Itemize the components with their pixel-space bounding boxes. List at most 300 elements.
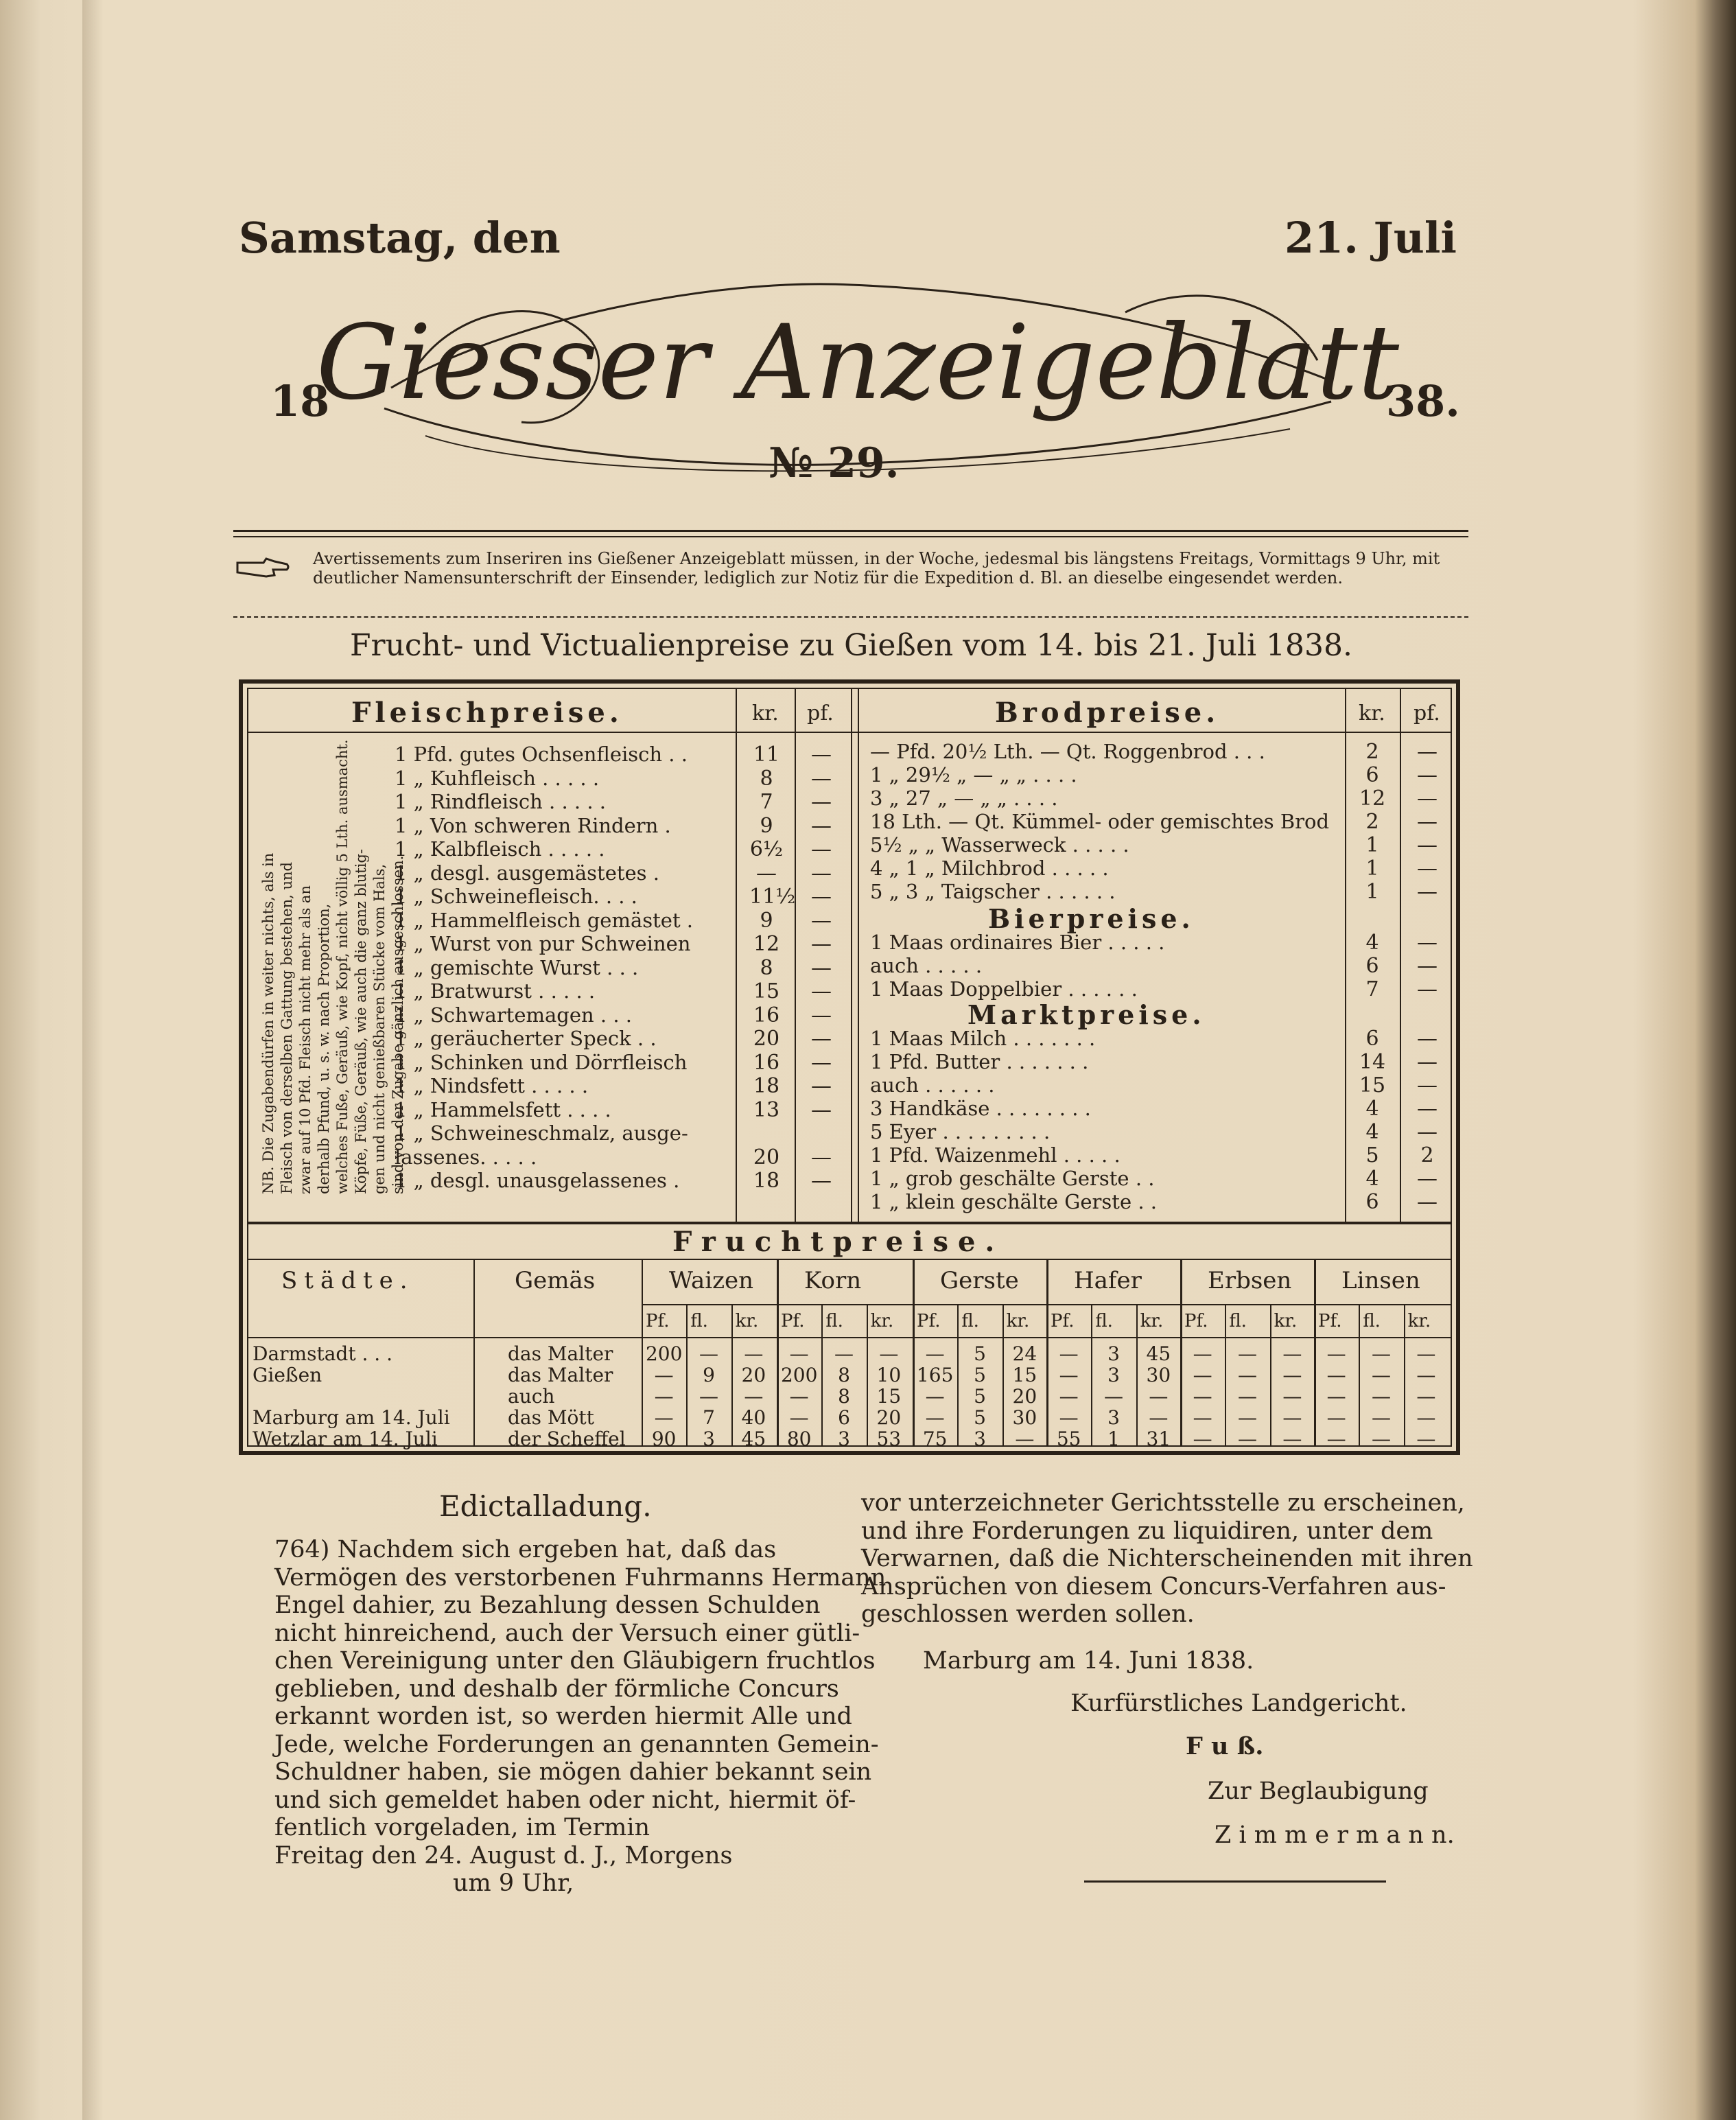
page-gutter	[82, 0, 103, 2120]
fruit-sub-header: kr.	[735, 1311, 759, 1331]
fruit-sub-header: Pf.	[1051, 1311, 1075, 1331]
divider	[233, 530, 1468, 532]
fruit-row-city: Wetzlar am 14. Juli	[253, 1428, 438, 1450]
meat-row-item: 1 „ Wurst von pur Schweinen	[395, 932, 691, 955]
meat-row-item: 1 „ Hammelfleisch gemästet .	[395, 908, 694, 932]
meat-row-pf: —	[811, 1003, 832, 1027]
fruit-cell: 8	[838, 1364, 850, 1386]
fruit-sub-header: kr.	[1006, 1311, 1030, 1331]
nb-note-line: gen und nicht genießbaren Stücke vom Hals,	[371, 863, 388, 1194]
bread-row-kr: 1	[1365, 857, 1379, 881]
bread-row-pf: —	[1417, 977, 1438, 1001]
bread-row-pf: 2	[1420, 1143, 1434, 1167]
meat-row-pf: —	[811, 979, 832, 1003]
table-line	[247, 732, 1452, 733]
table-line	[473, 1259, 475, 1447]
fruit-cell: 40	[741, 1406, 766, 1429]
nb-note-line: welches Fuße, Geräuß, wie Kopf, nicht völlig 5 Lth. ausmacht.	[334, 739, 351, 1194]
fruit-cell: 5	[974, 1406, 986, 1429]
meat-row-pf: —	[811, 1074, 832, 1098]
fruit-cell: 55	[1056, 1428, 1081, 1450]
bread-row-kr: 4	[1365, 1167, 1379, 1191]
nb-note	[259, 739, 408, 1194]
edict-left-line: Jede, welche Forderungen an genannten Gemein-	[274, 1730, 879, 1758]
meat-header: Fleischpreise.	[351, 697, 623, 729]
bread-row-kr: 6	[1365, 954, 1379, 978]
bread-row-pf: —	[1417, 787, 1438, 811]
bread-row-item: 1 Maas Doppelbier . . . . . .	[870, 977, 1138, 1001]
fruit-sub-header: fl.	[825, 1311, 843, 1331]
table-line	[795, 688, 796, 1223]
fruit-cell: 5	[974, 1385, 986, 1408]
bread-row-pf: —	[1417, 1167, 1438, 1191]
bread-col-kr: kr.	[1359, 701, 1385, 725]
fruit-sub-header: kr.	[1140, 1311, 1164, 1331]
nb-note-line: Fleisch von derselben Gattung bestehen, und	[279, 862, 295, 1194]
meat-row-item: 1 „ geräucherter Speck . .	[395, 1027, 657, 1050]
fruit-cell: —	[1193, 1406, 1212, 1429]
bread-row-kr: 1	[1365, 833, 1379, 857]
meat-row-kr: 8	[760, 766, 773, 791]
fruit-cell: 3	[703, 1428, 715, 1450]
fruit-cell: —	[1237, 1406, 1257, 1429]
fruit-cell: —	[1282, 1364, 1302, 1386]
pointing-hand-icon	[236, 555, 291, 582]
meat-row-pf: —	[811, 861, 832, 885]
bread-row-item: 1 Maas ordinaires Bier . . . . .	[870, 931, 1165, 954]
fruit-cell: —	[1416, 1342, 1436, 1365]
fruit-cell: —	[1371, 1406, 1391, 1429]
fruit-row-city: Gießen	[253, 1364, 322, 1386]
meat-row-pf: —	[811, 1097, 832, 1122]
fruit-cell: —	[1326, 1406, 1346, 1429]
court-name: Kurfürstliches Landgericht.	[1070, 1690, 1407, 1717]
fruit-cell: 8	[838, 1385, 850, 1408]
meat-row-pf: —	[811, 766, 832, 791]
fruit-cell: 30	[1146, 1364, 1171, 1386]
certifier-name: Z i m m e r m a n n.	[1215, 1821, 1455, 1849]
edict-left-line: und sich gemeldet haben oder nicht, hiermit öf-	[274, 1786, 856, 1814]
bread-row-pf: —	[1417, 1027, 1438, 1051]
fruit-cell: 10	[876, 1364, 902, 1386]
edict-left-line: nicht hinreichend, auch der Versuch einer gütli-	[274, 1619, 860, 1647]
meat-row-item: 1 „ Bratwurst . . . . .	[395, 979, 596, 1003]
meat-row-kr: 16	[753, 1003, 780, 1027]
bread-row-pf: —	[1417, 1190, 1438, 1214]
fruit-cell: 3	[974, 1428, 986, 1450]
fruit-cell: —	[1326, 1428, 1346, 1450]
fruit-cell: 5	[974, 1342, 986, 1365]
bread-row-item: auch . . . . . .	[870, 1073, 995, 1097]
bread-row-item: 1 Pfd. Waizenmehl . . . . .	[870, 1143, 1121, 1167]
meat-row-pf: —	[811, 885, 832, 909]
meat-row-kr: 18	[753, 1169, 780, 1193]
fruit-row-measure: das Malter	[508, 1364, 613, 1386]
fruit-grain-header: Linsen	[1341, 1267, 1420, 1294]
bread-row-pf: —	[1417, 1097, 1438, 1121]
fruit-cell: —	[699, 1385, 718, 1408]
meat-row-item: 1 „ gemischte Wurst . . .	[395, 955, 639, 979]
meat-row-pf: —	[811, 1145, 832, 1169]
fruit-cell: 1	[1107, 1428, 1120, 1450]
fruit-cell: 20	[1012, 1385, 1037, 1408]
bread-row-kr: 14	[1359, 1050, 1386, 1074]
fruit-cell: —	[1059, 1342, 1079, 1365]
edict-right-line: vor unterzeichneter Gerichtsstelle zu erscheinen,	[861, 1489, 1465, 1517]
fruit-cell: —	[744, 1342, 764, 1365]
bread-row-item: 5½ „ „ Wasserweck . . . . .	[870, 833, 1129, 857]
place-date: Marburg am 14. Juni 1838.	[923, 1647, 1254, 1675]
edict-left-line: Schuldner haben, sie mögen dahier bekannt sein	[274, 1758, 872, 1786]
bread-row-kr: 12	[1359, 787, 1386, 811]
meat-row-item: 1 „ Schweineschmalz, ausge-	[395, 1121, 688, 1145]
fruit-col-city: Städte.	[281, 1267, 414, 1294]
fruit-cell: —	[654, 1364, 674, 1386]
meat-row-pf: —	[811, 955, 832, 980]
meat-row-kr: 11	[753, 743, 780, 767]
fruit-cell: 15	[1012, 1364, 1037, 1386]
fruit-cell: —	[1282, 1342, 1302, 1365]
bread-row-pf: —	[1417, 857, 1438, 881]
table-line	[858, 688, 859, 1223]
fruit-sub-header: Pf.	[917, 1311, 941, 1331]
edict-right-line: geschlossen werden sollen.	[861, 1600, 1195, 1628]
meat-row-pf: —	[811, 743, 832, 767]
price-table-title: Frucht- und Victualienpreise zu Gießen vom 14. bis 21. Juli 1838.	[350, 628, 1353, 663]
fruit-cell: —	[1149, 1406, 1169, 1429]
meat-row-item: 1 „ Nindsfett . . . . .	[395, 1074, 589, 1097]
fruit-cell: 53	[876, 1428, 902, 1450]
divider	[1084, 1880, 1386, 1883]
bread-row-pf: —	[1417, 1073, 1438, 1097]
fruit-row-measure: das Malter	[508, 1342, 613, 1365]
fruit-cell: —	[1326, 1364, 1346, 1386]
edict-left-line: chen Vereinigung unter den Gläubigern fruchtlos	[274, 1647, 876, 1675]
bread-row-item: 1 Maas Milch . . . . . . .	[870, 1027, 1096, 1050]
meat-row-pf: —	[811, 932, 832, 956]
fruit-sub-header: kr.	[870, 1311, 894, 1331]
meat-row-kr: 13	[753, 1097, 780, 1122]
fruit-sub-header: fl.	[961, 1311, 979, 1331]
edict-left-line: Freitag den 24. August d. J., Morgens	[274, 1841, 733, 1869]
edict-left-line: Vermögen des verstorbenen Fuhrmanns Hermann	[274, 1563, 887, 1592]
fruit-row-measure: auch	[508, 1385, 555, 1408]
bread-row-item: 18 Lth. — Qt. Kümmel- oder gemischtes Brod	[870, 810, 1330, 833]
bread-row-kr: 6	[1365, 763, 1379, 787]
bread-row-kr: 1	[1365, 880, 1379, 904]
meat-row-kr: 7	[760, 790, 773, 814]
fruit-cell: 5	[974, 1364, 986, 1386]
fruit-cell: —	[1326, 1342, 1346, 1365]
fruit-grain-header: Gerste	[940, 1267, 1019, 1294]
meat-row-kr: 11½	[749, 885, 796, 909]
table-line	[1345, 688, 1346, 1223]
meat-row-item: 1 „ desgl. unausgelassenes .	[395, 1169, 680, 1192]
fruit-row-measure: der Scheffel	[508, 1428, 626, 1450]
bread-row-item: — Pfd. 20½ Lth. — Qt. Roggenbrod . . .	[870, 740, 1265, 763]
fruit-cell: —	[1149, 1385, 1169, 1408]
meat-row-pf: —	[811, 1169, 832, 1193]
edict-left-line: erkannt worden ist, so werden hiermit Alle und	[274, 1703, 852, 1730]
fruit-cell: 165	[916, 1364, 954, 1386]
fruit-cell: 31	[1146, 1428, 1171, 1450]
date-label: 21. Juli	[1285, 213, 1457, 263]
edict-title: Edictalladung.	[439, 1489, 652, 1523]
fruit-cell: —	[1059, 1364, 1079, 1386]
nb-note-line: sind von der Zugabe gänzlich ausgeschlossen.	[390, 855, 406, 1194]
fruit-sub-header: Pf.	[1318, 1311, 1342, 1331]
meat-row-kr: 12	[753, 932, 780, 956]
fruit-grain-header: Hafer	[1074, 1267, 1142, 1294]
fruit-cell: —	[1237, 1385, 1257, 1408]
fruit-cell: 3	[1107, 1342, 1120, 1365]
edict-left-line: geblieben, und deshalb der förmliche Concurs	[274, 1675, 839, 1703]
bread-row-item: 4 „ 1 „ Milchbrod . . . . .	[870, 857, 1109, 880]
fruit-cell: —	[1237, 1428, 1257, 1450]
year-left: 18	[270, 376, 330, 426]
bread-row-item: 1 Pfd. Butter . . . . . . .	[870, 1050, 1089, 1073]
meat-row-kr: 9	[760, 813, 773, 838]
bread-row-item: 1 „ 29½ „ — „ „ . . . .	[870, 763, 1077, 787]
fruit-row-city: Marburg am 14. Juli	[253, 1406, 450, 1429]
fruit-sub-header: fl.	[1363, 1311, 1381, 1331]
meat-row-kr: 15	[753, 979, 780, 1003]
divider	[233, 616, 1468, 618]
bread-row-kr: 6	[1365, 1027, 1379, 1051]
fruit-cell: —	[789, 1385, 809, 1408]
fruit-cell: 9	[703, 1364, 715, 1386]
bread-row-item: auch . . . . .	[870, 954, 983, 977]
bread-header: Brodpreise.	[995, 697, 1220, 729]
nb-note-line: zwar auf 10 Pfd. Fleisch nicht mehr als an	[297, 885, 314, 1194]
fruit-cell: —	[1059, 1406, 1079, 1429]
fruit-cell: —	[1416, 1428, 1436, 1450]
fruit-cell: —	[1371, 1385, 1391, 1408]
nb-note-line: NB. Die Zugabendürfen in weiter nichts, als in	[260, 852, 277, 1194]
certify-label: Zur Beglaubigung	[1208, 1778, 1429, 1805]
bread-row-kr: 15	[1359, 1073, 1386, 1097]
meat-row-pf: —	[811, 790, 832, 814]
bread-row-kr: 6	[1365, 1190, 1379, 1214]
fruit-cell: —	[1237, 1364, 1257, 1386]
fruit-cell: —	[1237, 1342, 1257, 1365]
bread-row-item: 3 „ 27 „ — „ „ . . . .	[870, 787, 1058, 810]
edict-left-line: um 9 Uhr,	[453, 1869, 574, 1897]
meat-col-kr: kr.	[752, 701, 779, 725]
edict-left-line: 764) Nachdem sich ergeben hat, daß das	[274, 1536, 777, 1563]
meat-row-item: 1 „ Schinken und Dörrfleisch	[395, 1050, 688, 1074]
bread-row-kr: 2	[1365, 740, 1379, 764]
bread-row-pf: —	[1417, 763, 1438, 787]
signer-name: F u ß.	[1186, 1732, 1264, 1760]
fruit-cell: —	[789, 1406, 809, 1429]
fruit-cell: —	[1193, 1385, 1212, 1408]
fruit-row-measure: das Mött	[508, 1406, 594, 1429]
fruit-cell: 24	[1012, 1342, 1037, 1365]
divider	[233, 536, 1468, 537]
fruit-sub-header: fl.	[690, 1311, 708, 1331]
fruit-cell: —	[744, 1385, 764, 1408]
fruit-cell: —	[925, 1406, 945, 1429]
meat-row-pf: —	[811, 813, 832, 838]
meat-row-kr: 20	[753, 1027, 780, 1051]
bread-row-item: 3 Handkäse . . . . . . . .	[870, 1097, 1091, 1120]
meat-col-pf: pf.	[807, 701, 834, 725]
fruit-cell: —	[834, 1342, 854, 1365]
fruit-sub-header: Pf.	[646, 1311, 670, 1331]
meat-row-kr: 18	[753, 1074, 780, 1098]
table-line	[851, 688, 852, 1223]
fruit-row-city: Darmstadt . . .	[253, 1342, 392, 1365]
market-header: Marktpreise.	[967, 999, 1206, 1030]
fruit-cell: —	[654, 1385, 674, 1408]
beer-header: Bierpreise.	[988, 903, 1195, 934]
fruit-cell: 6	[838, 1406, 850, 1429]
bread-row-kr: 4	[1365, 1120, 1379, 1144]
fruit-cell: —	[654, 1406, 674, 1429]
fruit-grain-header: Erbsen	[1208, 1267, 1292, 1294]
table-line	[736, 688, 737, 1223]
fruit-cell: 45	[1146, 1342, 1171, 1365]
meat-row-pf: —	[811, 837, 832, 861]
fruit-cell: —	[925, 1385, 945, 1408]
edict-left-line: fentlich vorgeladen, im Termin	[274, 1814, 650, 1841]
fruit-cell: 200	[780, 1364, 818, 1386]
meat-row-kr: 16	[753, 1050, 780, 1075]
fruit-sub-header: Pf.	[781, 1311, 805, 1331]
bread-row-pf: —	[1417, 833, 1438, 857]
fruit-cell: 20	[741, 1364, 766, 1386]
fruit-cell: —	[1326, 1385, 1346, 1408]
meat-row-pf: —	[811, 1050, 832, 1075]
meat-row-item: 1 „ Rindfleisch . . . . .	[395, 790, 607, 813]
bread-row-pf: —	[1417, 1120, 1438, 1144]
fruit-cell: —	[1371, 1428, 1391, 1450]
fruit-cell: 7	[703, 1406, 715, 1429]
fruit-cell: 45	[741, 1428, 766, 1450]
edict-right-line: Ansprüchen von diesem Concurs-Verfahren aus-	[861, 1572, 1446, 1600]
nb-note-line: Köpfe, Füße, Geräuß, wie auch die ganz blutig-	[353, 849, 369, 1194]
meat-row-item: 1 „ Schweinefleisch. . . .	[395, 885, 637, 908]
fruit-cell: 90	[651, 1428, 677, 1450]
meat-row-item: 1 Pfd. gutes Ochsenfleisch . .	[395, 743, 688, 766]
bread-row-pf: —	[1417, 954, 1438, 978]
fruit-cell: 3	[838, 1428, 850, 1450]
fruit-cell: 80	[786, 1428, 812, 1450]
meat-row-kr: 20	[753, 1145, 780, 1169]
bread-row-kr: 2	[1365, 810, 1379, 834]
fruit-cell: —	[1416, 1385, 1436, 1408]
fruit-cell: —	[1103, 1385, 1123, 1408]
bread-row-item: 1 „ grob geschälte Gerste . .	[870, 1167, 1155, 1190]
fruit-cell: —	[1193, 1428, 1212, 1450]
fruit-cell: 20	[876, 1406, 902, 1429]
fruit-grain-header: Waizen	[669, 1267, 754, 1294]
bread-row-kr: 4	[1365, 931, 1379, 955]
fruit-cell: —	[1282, 1406, 1302, 1429]
fruit-sub-header: fl.	[1095, 1311, 1113, 1331]
fruit-cell: 3	[1107, 1364, 1120, 1386]
bread-col-pf: pf.	[1414, 701, 1440, 725]
nb-note-line: derhalb Pfund, u. s. w. nach Proportion,	[316, 903, 332, 1194]
fruit-cell: 3	[1107, 1406, 1120, 1429]
bread-row-pf: —	[1417, 740, 1438, 764]
weekday-label: Samstag, den	[239, 213, 561, 263]
edict-left-line: Engel dahier, zu Bezahlung dessen Schulden	[274, 1592, 821, 1619]
table-line	[1400, 688, 1401, 1223]
meat-row-kr: 9	[760, 908, 773, 933]
fruit-cell: —	[1193, 1342, 1212, 1365]
masthead-title: Giesser Anzeigeblatt	[316, 303, 1400, 423]
fruit-cell: —	[1059, 1385, 1079, 1408]
bread-row-pf: —	[1417, 931, 1438, 955]
fruit-cell: —	[1416, 1364, 1436, 1386]
bread-row-pf: —	[1417, 880, 1438, 904]
bread-row-kr: 7	[1365, 977, 1379, 1001]
bread-row-kr: 4	[1365, 1097, 1379, 1121]
fruit-cell: —	[879, 1342, 899, 1365]
meat-row-item: 1 „ desgl. ausgemästetes .	[395, 861, 659, 885]
fruit-cell: 200	[645, 1342, 683, 1365]
fruit-sub-header: kr.	[1407, 1311, 1431, 1331]
fruit-cell: —	[1282, 1428, 1302, 1450]
meat-row-kr: 6½	[749, 837, 784, 861]
meat-row-item: lassenes. . . . .	[395, 1145, 537, 1169]
bread-row-pf: —	[1417, 810, 1438, 834]
fruit-cell: —	[1371, 1342, 1391, 1365]
advertising-notice: Avertissements zum Inseriren ins Gießener Anzeigeblatt müssen, in der Woche, jedesmal bis längstens Freitags, Vormittags 9 Uhr, mit deutlicher Namensunterschrift der Einsender, lediglich zur Notiz für die Expedition d. Bl. an dieselbe eingesendet werden.	[313, 549, 1440, 587]
table-line	[247, 1222, 1452, 1224]
issue-number: № 29.	[769, 439, 900, 487]
meat-row-item: 1 „ Kalbfleisch . . . . .	[395, 837, 605, 861]
fruit-sub-header: Pf.	[1184, 1311, 1208, 1331]
meat-row-kr: 8	[760, 955, 773, 980]
meat-row-item: 1 „ Hammelsfett . . . .	[395, 1097, 611, 1121]
fruit-grain-header: Korn	[804, 1267, 862, 1294]
fruit-sub-header: kr.	[1274, 1311, 1298, 1331]
edict-right-line: und ihre Forderungen zu liquidiren, unter dem	[861, 1517, 1433, 1545]
table-line	[247, 1259, 1452, 1260]
bread-row-item: 1 „ klein geschälte Gerste . .	[870, 1190, 1157, 1213]
fruit-cell: —	[925, 1342, 945, 1365]
fruit-cell: 15	[876, 1385, 902, 1408]
fruit-cell: —	[1193, 1364, 1212, 1386]
meat-row-pf: —	[811, 908, 832, 933]
fruit-cell: —	[699, 1342, 718, 1365]
meat-row-item: 1 „ Von schweren Rindern .	[395, 813, 671, 837]
fruit-cell: —	[1371, 1364, 1391, 1386]
fruit-cell: —	[789, 1342, 809, 1365]
fruit-header: Fruchtpreise.	[672, 1226, 1005, 1258]
meat-row-kr: —	[756, 861, 777, 885]
fruit-cell: 30	[1012, 1406, 1037, 1429]
bread-row-kr: 5	[1365, 1143, 1379, 1167]
fruit-cell: —	[1282, 1385, 1302, 1408]
bread-row-item: 5 „ 3 „ Taigscher . . . . . .	[870, 880, 1116, 903]
fruit-sub-header: fl.	[1229, 1311, 1247, 1331]
fruit-col-measure: Gemäs	[515, 1267, 596, 1294]
meat-row-item: 1 „ Schwartemagen . . .	[395, 1003, 632, 1027]
bread-row-item: 5 Eyer . . . . . . . . .	[870, 1120, 1051, 1143]
meat-row-pf: —	[811, 1027, 832, 1051]
edict-right-line: Verwarnen, daß die Nichterscheinenden mit ihren	[861, 1545, 1473, 1572]
fruit-cell: —	[1015, 1428, 1035, 1450]
fruit-cell: —	[1416, 1406, 1436, 1429]
bread-row-pf: —	[1417, 1050, 1438, 1074]
year-right: 38.	[1386, 376, 1460, 426]
meat-row-item: 1 „ Kuhfleisch . . . . .	[395, 766, 600, 790]
fruit-cell: 75	[922, 1428, 948, 1450]
